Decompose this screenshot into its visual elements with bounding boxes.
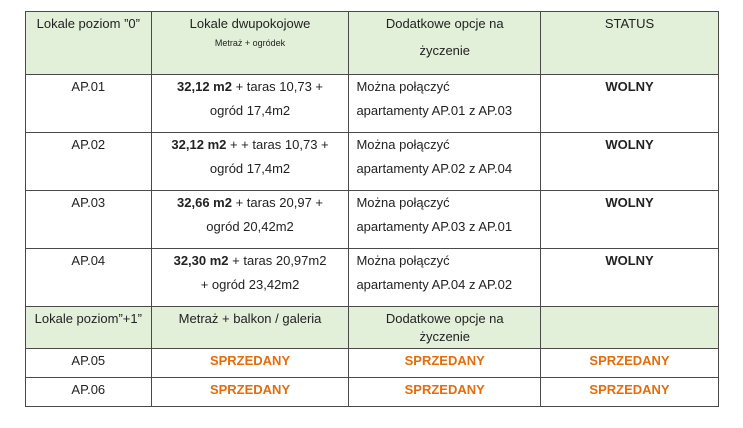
area-line2: ogród 20,42m2 — [206, 219, 294, 234]
header-options — [349, 12, 541, 75]
sold-label: SPRZEDANY — [349, 349, 541, 378]
options-line1: Można połączyć — [356, 253, 450, 268]
area-extras: + taras 10,73 + — [231, 79, 324, 94]
table-row — [26, 378, 719, 407]
header-options-2-line1: Dodatkowe opcje na — [385, 311, 504, 326]
table-row — [26, 249, 719, 307]
table-row — [26, 133, 719, 191]
apartment-options — [349, 133, 541, 191]
header-level-0: Lokale poziom ”0” — [26, 12, 152, 75]
header-two-room-sub: Metraż + ogródek — [214, 38, 286, 48]
apartment-options — [349, 249, 541, 307]
header-options-line2: życzenie — [419, 43, 471, 58]
options-line1: Można połączyć — [356, 195, 450, 210]
area-value: 32,30 m2 — [173, 253, 229, 268]
header-options-2-line2: życzenie — [419, 329, 471, 344]
apartment-id: AP.03 — [26, 191, 152, 249]
area-line2: + ogród 23,42m2 — [200, 277, 300, 292]
area-extras: + + taras 10,73 + — [226, 137, 329, 152]
header-options-2 — [349, 307, 541, 349]
table-row — [26, 191, 719, 249]
options-line2: apartamenty AP.03 z AP.01 — [356, 219, 513, 234]
table-row — [26, 75, 719, 133]
options-line2: apartamenty AP.04 z AP.02 — [356, 277, 513, 292]
apartment-id: AP.02 — [26, 133, 152, 191]
sold-label: SPRZEDANY — [151, 349, 349, 378]
options-line1: Można połączyć — [356, 137, 450, 152]
area-line2: ogród 17,4m2 — [209, 161, 291, 176]
sold-label: SPRZEDANY — [541, 378, 719, 407]
area-value: 32,12 m2 — [177, 79, 232, 94]
apartment-area — [151, 249, 349, 307]
apartment-options — [349, 75, 541, 133]
apartment-options — [349, 191, 541, 249]
apartment-id: AP.04 — [26, 249, 152, 307]
area-line2: ogród 17,4m2 — [209, 103, 291, 118]
header-two-room-title: Lokale dwupokojowe — [189, 16, 311, 31]
header-status-2 — [541, 307, 719, 349]
status-badge: WOLNY — [541, 75, 719, 133]
header-options-line1: Dodatkowe opcje na — [385, 16, 504, 31]
table-row — [26, 349, 719, 378]
apartment-id: AP.06 — [26, 378, 152, 407]
status-badge: WOLNY — [541, 191, 719, 249]
status-badge: WOLNY — [541, 133, 719, 191]
sold-label: SPRZEDANY — [349, 378, 541, 407]
area-value: 32,66 m2 — [177, 195, 232, 210]
header-area-balcony: Metraż + balkon / galeria — [151, 307, 349, 349]
apartment-id: AP.01 — [26, 75, 152, 133]
area-extras: + taras 20,97m2 — [228, 253, 327, 268]
apartment-area — [151, 191, 349, 249]
header-two-room — [151, 12, 349, 75]
apartments-table — [25, 11, 719, 407]
status-badge: WOLNY — [541, 249, 719, 307]
sold-label: SPRZEDANY — [541, 349, 719, 378]
area-extras: + taras 20,97 + — [231, 195, 324, 210]
apartment-area — [151, 133, 349, 191]
apartment-area — [151, 75, 349, 133]
sold-label: SPRZEDANY — [151, 378, 349, 407]
header-level-1: Lokale poziom”+1” — [26, 307, 152, 349]
options-line2: apartamenty AP.02 z AP.04 — [356, 161, 513, 176]
header-row-level-1 — [26, 307, 719, 349]
area-value: 32,12 m2 — [171, 137, 227, 152]
options-line1: Można połączyć — [356, 79, 450, 94]
header-row-level-0 — [26, 12, 719, 75]
header-status: STATUS — [541, 12, 719, 75]
options-line2: apartamenty AP.01 z AP.03 — [356, 103, 513, 118]
apartment-id: AP.05 — [26, 349, 152, 378]
